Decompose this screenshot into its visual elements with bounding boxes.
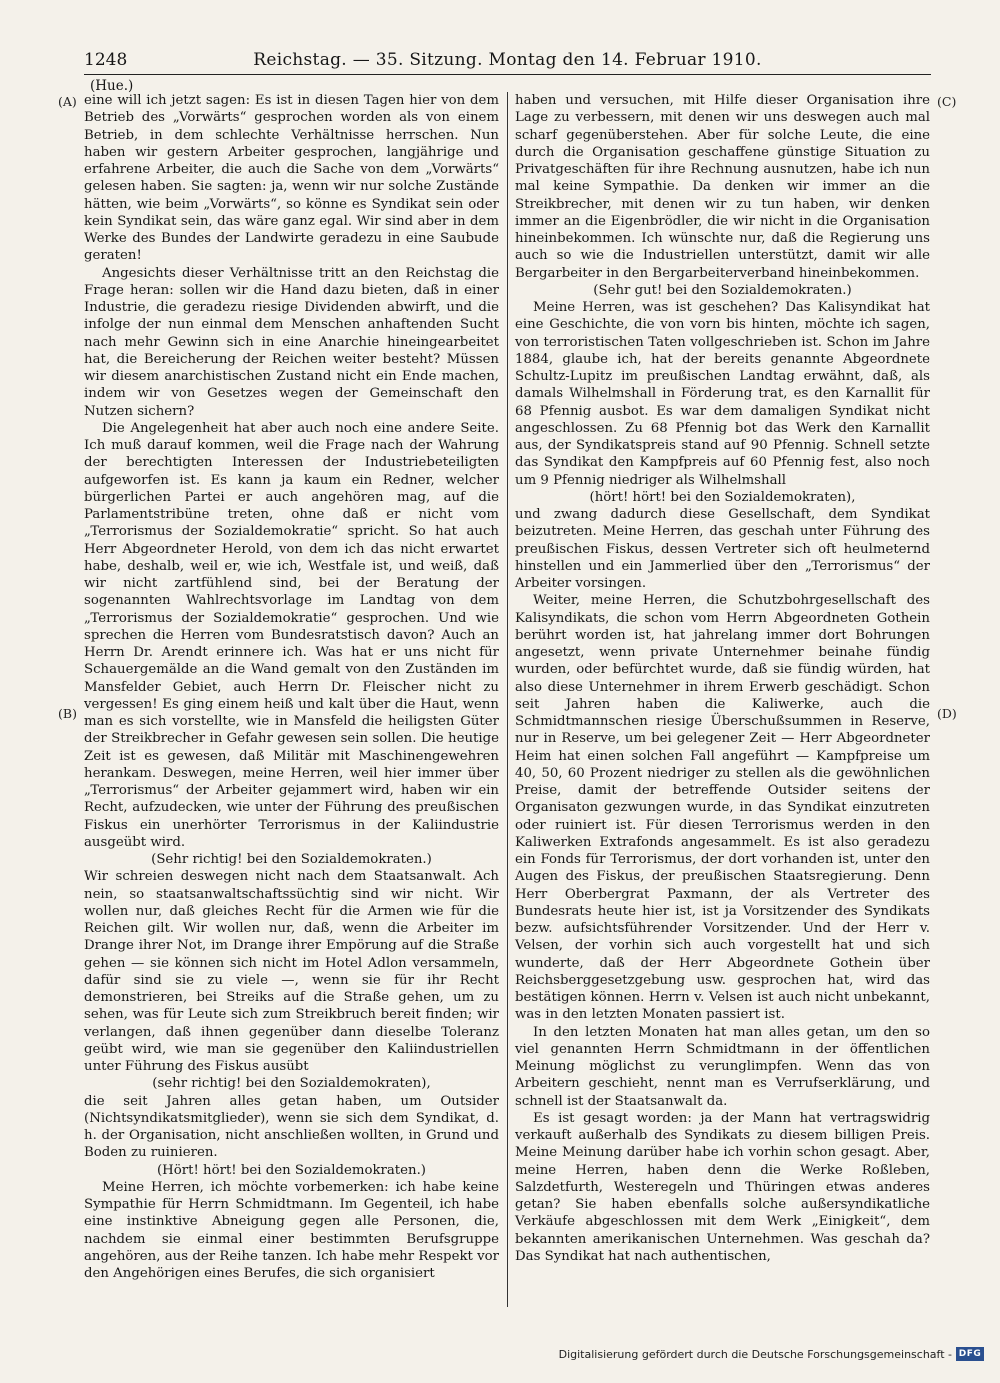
interjection: (hört! hört! bei den Sozialdemokraten), [589,489,856,505]
left-column [84,92,499,1282]
margin-label-b: (B) [58,706,77,721]
paragraph: Meine Herren, was ist geschehen? Das Kalisyndikat hat eine Geschichte, die von vorn bis hinten, möchte ich sagen, von terroristischen Taten vollgeschrieben ist. Schon im Jahre 1884, glaube ich, hat der bereits genannte Abgeordnete Schultz-Lupitz im preußischen Landtag erwähnt, daß, als damals Wilhelmshall in Förderung trat, es den Karnallit für 68 Pfennig ausbot. Es war dem damaligen Syndikat nicht angeschlossen. Zu 68 Pfennig bot das Werk den Karnallit aus, der Syndikatspreis stand auf 90 Pfennig. Schnell setzte das Syndikat den Kampfpreis auf 60 Pfennig fest, also noch um 9 Pfennig niedriger als Wilhelmshall [515,300,930,488]
paragraph: Weiter, meine Herren, die Schutzbohrgesellschaft des Kalisyndikats, die schon vom Herrn Abgeordneten Gothein berührt worden ist, hat jahrelang immer dort Bohrungen angesetzt, wenn private Unternehmer beinahe fündig wurden, oder befürchtet wurde, daß sie fündig würden, hat also diese Unternehmer in ihrem Erwerb geschädigt. Schon seit Jahren haben die Kaliwerke, auch die Schmidtmannschen riesige Überschußsummen in Reserve, nur in Reserve, um bei gelegener Zeit — Herr Abgeordneter Heim hat einen solchen Fall angeführt — Kampfpreise um 40, 50, 60 Prozent niedriger zu stellen als die gewöhnlichen Preise, damit der betreffende Outsider seitens der Organisaton gezwungen wurde, in das Syndikat einzutreten oder ruiniert ist. Für diesen Terrorismus werden in den Kaliwerken Extrafonds angesammelt. Es ist also geradezu ein Fonds für Terrorismus, der dort vorhanden ist, unter den Augen des Fiskus, der preußischen Staatsregierung. Denn Herr Oberbergrat Paxmann, der als Vertreter des Bundesrats heute hier ist, ist ja Vorsitzender des Syndikats bezw. aufsichtsführender Vorsitzender. Und der Herr v. Velsen, der vorhin sich auch vorgestellt hat und sich wunderte, daß der Herr Abgeordnete Gothein über Reichsberggesetzgebung usw. gesprochen hat, wird das bestätigen können. Herrn v. Velsen ist auch nicht unbekannt, was in den letzten Monaten passiert ist. [515,593,930,1023]
margin-label-a: (A) [58,94,77,109]
page-header [84,48,931,75]
speaker-tag: (Hue.) [90,78,134,94]
interjection: (sehr richtig! bei den Sozialdemokraten), [152,1076,431,1092]
interjection: (Sehr richtig! bei den Sozialdemokraten.) [151,852,432,867]
paragraph: eine will ich jetzt sagen: Es ist in diesen Tagen hier von dem Betrieb des „Vorwärts“ gesprochen worden als von einem Betrieb, in dem schlechte Verhältnisse herrschen. Nun haben wir gestern Arbeiter gesprochen, langjährige und erfahrene Arbeiter, die auch die Sache von dem „Vorwärts“ gelesen haben. Sie sagten: ja, wenn wir nur solche Zustände hätten, wie beim „Vorwärts“, so könne es Syndikat sein oder kein Syndikat sein, das wäre ganz egal. Wir sind aber in dem Werke des Bundes der Landwirte geradezu in eine Saubude geraten! [84,93,499,264]
paragraph: Die Angelegenheit hat aber auch noch eine andere Seite. Ich muß darauf kommen, weil die Frage nach der Wahrung der berechtigten Interessen der Industriebeteiligten aufgeworfen ist. Es kann ja kaum ein Redner, welcher bürgerlichen Partei er auch angehören mag, auf die Parlamentstribüne treten, ohne daß er nicht vom „Terrorismus der Sozialdemokratie“ spricht. So hat auch Herr Abgeordneter Herold, von dem ich das nicht erwartet habe, deshalb, weil er, wie ich, Westfale ist, und weiß, daß wir nicht zartfühlend sind, bei der Beratung der sogenannten Wahlrechtsvorlage im Landtag von dem „Terrorismus der Sozialdemokratie“ gesprochen. Und wie sprechen die Herren vom Bundesratstisch davon? Auch an Herrn Dr. Arendt erinnere ich. Was hat er uns nicht für Schauergemälde an die Wand gemalt von den Zuständen im Mansfelder Gebiet, auch Herrn Dr. Fleischer nicht zu vergessen! Es ging einem heiß und kalt über die Haut, wenn man es sich vorstellte, wie in Mansfeld die heiligsten Güter der Streikbrecher in Gefahr gewesen sein sollen. Die heutige Zeit ist es gewesen, daß Militär mit Maschinengewehren herankam. Deswegen, meine Herren, weil hier immer über „Terrorismus“ der Arbeiter gejammert wird, haben wir ein Recht, aufzudecken, wie unter der Führung des preußischen Fiskus ein unerhörter Terrorismus in der Kaliindustrie ausgeübt wird. [84,420,499,850]
page-number: 1248 [84,50,128,70]
paragraph: Meine Herren, ich möchte vorbemerken: ich habe keine Sympathie für Herrn Schmidtmann. Im Gegenteil, ich habe eine instinktive Abneigung gegen alle Personen, die, nachdem sie einmal einer bestimmten Berufsgruppe angehören, aus der Reihe tanzen. Ich habe mehr Respekt vor den Angehörigen eines Berufes, die sich organisiert [84,1179,499,1281]
column-divider [507,92,508,1307]
interjection: (Hört! hört! bei den Sozialdemokraten.) [156,1162,426,1178]
paragraph: In den letzten Monaten hat man alles getan, um den so viel genannten Herrn Schmidtmann in der öffentlichen Meinung möglichst zu verunglimpfen. Wenn das von Arbeitern geschieht, nennt man es Verrufserklärung, und schnell ist der Staatsanwalt da. [515,1024,930,1109]
running-title: Reichstag. — 35. Sitzung. Montag den 14. Februar 1910. [253,50,762,70]
margin-label-d: (D) [937,706,957,721]
right-column [515,92,930,1265]
paragraph: die seit Jahren alles getan haben, um Outsider (Nichtsyndikatsmitglieder), wenn sie sich dem Syndikat, d. h. der Organisation, nicht anschließen wollten, in Grund und Boden zu ruinieren. [84,1093,499,1161]
interjection: (Sehr gut! bei den Sozialdemokraten.) [593,282,852,298]
paragraph: Wir schreien deswegen nicht nach dem Staatsanwalt. Ach nein, so staatsanwaltschaftssüchtig sind wir nicht. Wir wollen nur, daß gleiches Recht für die Armen wie für die Reichen gilt. Wir wollen nur, daß, wenn die Arbeiter im Drange ihrer Not, im Drange ihrer Empörung auf die Straße gehen — sie können sich nicht im Hotel Adlon versammeln, dafür sind sie zu viele —, wenn sie für ihr Recht demonstrieren, bei Streiks auf die Straße gehen, um zu sehen, was für Leute sich zum Streikbruch bereit finden; wir verlangen, daß ihnen gegenüber dann dieselbe Toleranz geübt wird, wie man sie gegenüber den Kaliindustriellen unter Führung des Fiskus ausübt [84,869,499,1074]
footer-credit: Digitalisierung gefördert durch die Deutsche Forschungsgemeinschaft - [558,1347,952,1361]
margin-label-c: (C) [937,94,957,109]
paragraph: Angesichts dieser Verhältnisse tritt an den Reichstag die Frage heran: sollen wir die Hand dazu bieten, daß in einer Industrie, die geradezu riesige Dividenden abwirft, und die infolge der nun einmal dem Menschen anhaftenden Sucht nach mehr Gewinn sich in eine Anarchie hineingearbeitet hat, die Bereicherung der Reichen weiter besteht? Müssen wir diesem anarchistischen Zustand nicht ein Ende machen, indem wir von Gesetzes wegen der Gemeinschaft den Nutzen sichern? [84,265,499,419]
page-footer [559,1347,984,1361]
dfg-logo: DFG [956,1347,984,1361]
paragraph: Es ist gesagt worden: ja der Mann hat vertragswidrig verkauft außerhalb des Syndikats zu diesem billigen Preis. Meine Meinung darüber habe ich vorhin schon gesagt. Aber, meine Herren, haben denn die Werke Roßleben, Salzdetfurth, Westeregeln und Thüringen etwas anderes getan? Sie haben ebenfalls solche außersyndikatliche Verkäufe abgeschlossen mit dem Werk „Einigkeit“, dem bekannten amerikanischen Unternehmen. Was geschah da? Das Syndikat hat nach authentischen, [515,1110,930,1264]
paragraph: und zwang dadurch diese Gesellschaft, dem Syndikat beizutreten. Meine Herren, das geschah unter Führung des preußischen Fiskus, dessen Vertreter sich oft heulmeternd hinstellen und ein Jammerlied über den „Terrorismus“ der Arbeiter vorsingen. [515,507,930,591]
paragraph: haben und versuchen, mit Hilfe dieser Organisation ihre Lage zu verbessern, mit denen wir uns deswegen auch mal scharf gegenüberstehen. Aber für solche Leute, die eine durch die Organisation geschaffene günstige Situation zu Privatgeschäften für ihre Rechnung ausnutzen, habe ich nun mal keine Sympathie. Da denken wir immer an die Streikbrecher, mit denen wir zu tun haben, wir denken immer an die Eigenbrödler, die wir nicht in die Organisation hineinbekommen. Ich wünschte nur, daß die Regierung uns auch so wie die Industriellen unterstützt, damit wir alle Bergarbeiter in den Bergarbeiterverband hineinbekommen. [515,93,930,281]
